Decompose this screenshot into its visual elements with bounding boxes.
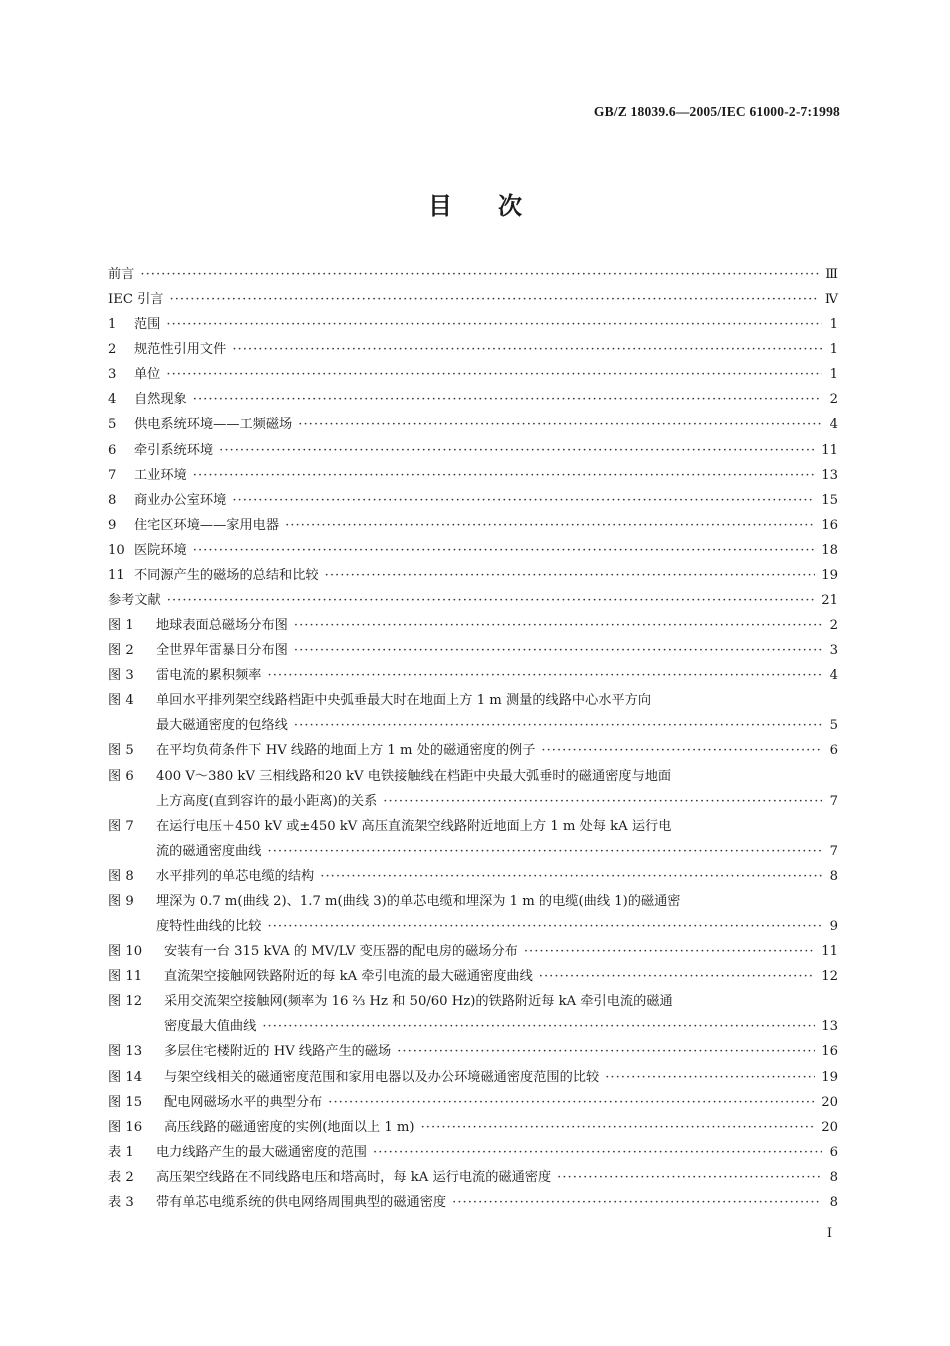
toc-entry-page: Ⅳ (824, 292, 838, 308)
toc-entry-number: 图 9 (108, 893, 134, 909)
toc-entry[interactable] (108, 1090, 838, 1115)
toc-entry-label: 水平排列的单芯电缆的结构 (156, 868, 315, 884)
dot-leader (557, 1165, 822, 1190)
toc-entry-label: 高压架空线路在不同线路电压和塔高时，每 kA 运行电流的磁通密度 (156, 1169, 552, 1185)
toc-entry-number: 3 (108, 367, 117, 383)
toc-entry-number: 图 13 (108, 1044, 143, 1060)
toc-entry-label: 在运行电压＋450 kV 或±450 kV 高压直流架空线路附近地面上方 1 m 处每 kA 运行电 (156, 818, 672, 834)
toc-entry-page: 20 (821, 1119, 838, 1135)
toc-entry[interactable] (108, 312, 838, 337)
toc-entry[interactable] (108, 262, 838, 287)
toc-entry-page: 20 (821, 1094, 838, 1110)
toc-entry[interactable] (108, 362, 838, 387)
toc-entry-page: 13 (821, 1019, 838, 1035)
toc-entry-label: 400 V～380 kV 三相线路和20 kV 电铁接触线在档距中央最大弧垂时的磁通密度与地面 (156, 768, 672, 784)
dot-leader (193, 538, 815, 563)
toc-entry-number: 图 1 (108, 618, 134, 634)
toc-entry-page: 3 (829, 643, 838, 659)
toc-entry-page: 2 (829, 618, 838, 634)
toc-entry-page: 6 (829, 1144, 838, 1160)
dot-leader (268, 663, 823, 688)
toc-entry-label: 工业环境 (134, 467, 187, 483)
toc-entry[interactable] (108, 387, 838, 412)
toc-entry-label-continued: 流的磁通密度曲线 (156, 843, 262, 859)
page-title: 目次 (428, 191, 568, 220)
toc-entry[interactable] (108, 337, 838, 362)
toc-entry-page: 4 (829, 668, 838, 684)
standard-number: GB/Z 18039.6—2005/IEC 61000-2-7:1998 (593, 104, 840, 119)
toc-entry-number: 4 (108, 392, 117, 408)
dot-leader (167, 588, 815, 613)
toc-entry-page: 18 (821, 542, 838, 558)
dot-leader (166, 362, 822, 387)
toc-entry-number: 7 (108, 467, 117, 483)
toc-entry-number: 1 (108, 317, 117, 333)
toc-entry[interactable] (108, 513, 838, 538)
toc-entry-label: 规范性引用文件 (134, 342, 227, 358)
toc-entry-label: 参考文献 (108, 593, 161, 609)
toc-entry[interactable] (108, 738, 838, 763)
dot-leader (524, 939, 815, 964)
toc-entry-page: 15 (821, 492, 838, 508)
toc-entry-page: 4 (829, 417, 838, 433)
toc-entry-page: 2 (829, 392, 838, 408)
dot-leader (605, 1065, 815, 1090)
dot-leader (294, 638, 822, 663)
toc-entry-page: 11 (821, 442, 838, 458)
toc-entry-number: 表 3 (108, 1194, 134, 1210)
toc-entry[interactable] (108, 939, 838, 964)
toc-entry[interactable] (108, 588, 838, 613)
dot-leader (298, 412, 822, 437)
toc-entry[interactable] (108, 889, 838, 939)
toc-entry-label-continued: 密度最大值曲线 (164, 1019, 257, 1035)
toc-entry-page: 5 (829, 718, 838, 734)
toc-entry-label: 自然现象 (134, 392, 187, 408)
toc-entry-page: 11 (821, 944, 838, 960)
toc-entry-number: 图 3 (108, 668, 134, 684)
page-number: I (826, 1226, 832, 1241)
toc-entry-label: 采用交流架空接触网(频率为 16 ⅔ Hz 和 50/60 Hz)的铁路附近每 kA 牵引电流的磁通 (164, 994, 673, 1010)
toc-entry-label: 直流架空接触网铁路附近的每 kA 牵引电流的最大磁通密度曲线 (164, 969, 533, 985)
toc-entry[interactable] (108, 1065, 838, 1090)
toc-entry[interactable] (108, 964, 838, 989)
toc-entry-label: 不同源产生的磁场的总结和比较 (134, 567, 319, 583)
toc-entry-page: 1 (829, 342, 838, 358)
toc-entry-number: 图 8 (108, 868, 134, 884)
toc-entry[interactable] (108, 1115, 838, 1140)
toc-entry-number: 图 5 (108, 743, 134, 759)
toc-entry-page: 21 (821, 593, 838, 609)
toc-entry[interactable] (108, 1190, 838, 1215)
dot-leader (219, 438, 815, 463)
dot-leader (397, 1039, 815, 1064)
toc-entry[interactable] (108, 989, 838, 1039)
toc-entry-page: 7 (829, 843, 838, 859)
dot-leader (541, 738, 822, 763)
toc-entry-page: 12 (821, 969, 838, 985)
toc-entry-page: 13 (821, 467, 838, 483)
toc-entry[interactable] (108, 1140, 838, 1165)
toc-entry-label: 单位 (134, 367, 161, 383)
toc-entry-number: 表 2 (108, 1169, 134, 1185)
toc-entry-label: 多层住宅楼附近的 HV 线路产生的磁场 (164, 1044, 392, 1060)
toc-entry-page: 6 (829, 743, 838, 759)
toc-entry-page: 8 (829, 1194, 838, 1210)
dot-leader (193, 387, 822, 412)
toc-entry-label-continued: 最大磁通密度的包络线 (156, 718, 288, 734)
dot-leader (539, 964, 815, 989)
toc-entry-page: 9 (829, 919, 838, 935)
toc-entry-page: 19 (821, 1069, 838, 1085)
toc-entry[interactable] (108, 638, 838, 663)
toc-entry-label: 配电网磁场水平的典型分布 (164, 1094, 323, 1110)
toc-entry-page: Ⅲ (825, 267, 838, 282)
toc-entry[interactable] (108, 488, 838, 513)
toc-entry-label: 与架空线相关的磁通密度范围和家用电器以及办公环境磁通密度范围的比较 (164, 1069, 600, 1085)
dot-leader (166, 312, 822, 337)
toc-entry-number: 图 2 (108, 643, 134, 659)
toc-entry-label: 全世界年雷暴日分布图 (156, 643, 288, 659)
toc-entry-number: 9 (108, 517, 117, 533)
dot-leader (193, 463, 815, 488)
dot-leader (140, 262, 819, 287)
dot-leader (320, 864, 822, 889)
toc-entry-number: 8 (108, 492, 117, 508)
toc-entry-page: 8 (829, 868, 838, 884)
dot-leader (285, 513, 815, 538)
toc-entry-number: 图 12 (108, 994, 143, 1010)
dot-leader (268, 914, 823, 939)
toc-entry-number: 表 1 (108, 1144, 134, 1160)
toc-entry-number: 图 15 (108, 1094, 143, 1110)
dot-leader (294, 613, 822, 638)
toc-entry-number: 6 (108, 442, 117, 458)
toc-entry-number: 图 16 (108, 1119, 143, 1135)
toc-entry-label: 在平均负荷条件下 HV 线路的地面上方 1 m 处的磁通密度的例子 (156, 743, 536, 759)
toc-entry-page: 16 (821, 1044, 838, 1060)
toc-entry-label: 带有单芯电缆系统的供电网络周围典型的磁通密度 (156, 1194, 447, 1210)
toc-entry[interactable] (108, 463, 838, 488)
toc-entry-label: 雷电流的累积频率 (156, 668, 262, 684)
dot-leader (232, 337, 822, 362)
toc-entry-label-continued: 上方高度(直到容许的最小距离)的关系 (156, 793, 378, 809)
toc-entry-label-continued: 度特性曲线的比较 (156, 919, 262, 935)
toc-entry-label: 住宅区环境——家用电器 (134, 517, 280, 533)
toc-entry-label: 单回水平排列架空线路档距中央弧垂最大时在地面上方 1 m 测量的线路中心水平方向 (156, 693, 652, 709)
toc-entry-label: 前言 (108, 267, 135, 282)
toc-entry[interactable] (108, 613, 838, 638)
toc-entry[interactable] (108, 538, 838, 563)
dot-leader (325, 563, 816, 588)
toc-entry-number: 图 14 (108, 1069, 143, 1085)
toc-entry[interactable] (108, 688, 838, 738)
toc-entry[interactable] (108, 412, 838, 437)
dot-leader (328, 1090, 815, 1115)
dot-leader (232, 488, 815, 513)
toc-entry-number: 10 (108, 542, 125, 558)
toc-entry-label: 牵引系统环境 (134, 442, 214, 458)
dot-leader (452, 1190, 822, 1215)
toc-entry[interactable] (108, 287, 838, 312)
toc-entry-label: 高压线路的磁通密度的实例(地面以上 1 m) (164, 1119, 415, 1135)
dot-leader (170, 287, 819, 312)
toc-entry-label: 商业办公室环境 (134, 492, 227, 508)
toc-entry-number: 11 (108, 567, 125, 583)
toc-entry[interactable] (108, 438, 838, 463)
toc-entry-number: 图 11 (108, 969, 143, 985)
toc-entry-page: 8 (829, 1169, 838, 1185)
toc-entry-label: 电力线路产生的最大磁通密度的范围 (156, 1144, 367, 1160)
toc-entry-label: 地球表面总磁场分布图 (156, 618, 288, 634)
dot-leader (373, 1140, 822, 1165)
toc-entry[interactable] (108, 864, 838, 889)
toc-entry-label: 医院环境 (134, 542, 187, 558)
toc-entry-label: 范围 (134, 317, 161, 333)
toc-entry-page: 7 (829, 793, 838, 809)
toc-entry-page: 19 (821, 567, 838, 583)
toc-entry-label: 安装有一台 315 kVA 的 MV/LV 变压器的配电房的磁场分布 (164, 944, 518, 960)
dot-leader (421, 1115, 816, 1140)
toc-entry-label: 供电系统环境——工频磁场 (134, 417, 293, 433)
dot-leader (294, 713, 822, 738)
toc-entry-page: 16 (821, 517, 838, 533)
toc-entry-number: 图 10 (108, 944, 143, 960)
dot-leader (268, 839, 823, 864)
table-of-contents (108, 262, 838, 1215)
toc-entry[interactable] (108, 814, 838, 864)
toc-entry-label: IEC 引言 (108, 292, 164, 308)
toc-entry[interactable] (108, 663, 838, 688)
toc-entry[interactable] (108, 1039, 838, 1064)
toc-entry-number: 5 (108, 417, 117, 433)
toc-entry-label: 埋深为 0.7 m(曲线 2)、1.7 m(曲线 3)的单芯电缆和埋深为 1 m 的电缆(曲线 1)的磁通密 (156, 893, 681, 909)
toc-entry[interactable] (108, 764, 838, 814)
dot-leader (383, 789, 822, 814)
toc-entry-number: 图 6 (108, 768, 134, 784)
toc-entry-number: 图 7 (108, 818, 134, 834)
toc-entry-number: 2 (108, 342, 117, 358)
toc-entry[interactable] (108, 1165, 838, 1190)
dot-leader (262, 1014, 815, 1039)
toc-entry[interactable] (108, 563, 838, 588)
toc-entry-page: 1 (829, 367, 838, 383)
toc-entry-page: 1 (829, 317, 838, 333)
toc-entry-number: 图 4 (108, 693, 134, 709)
